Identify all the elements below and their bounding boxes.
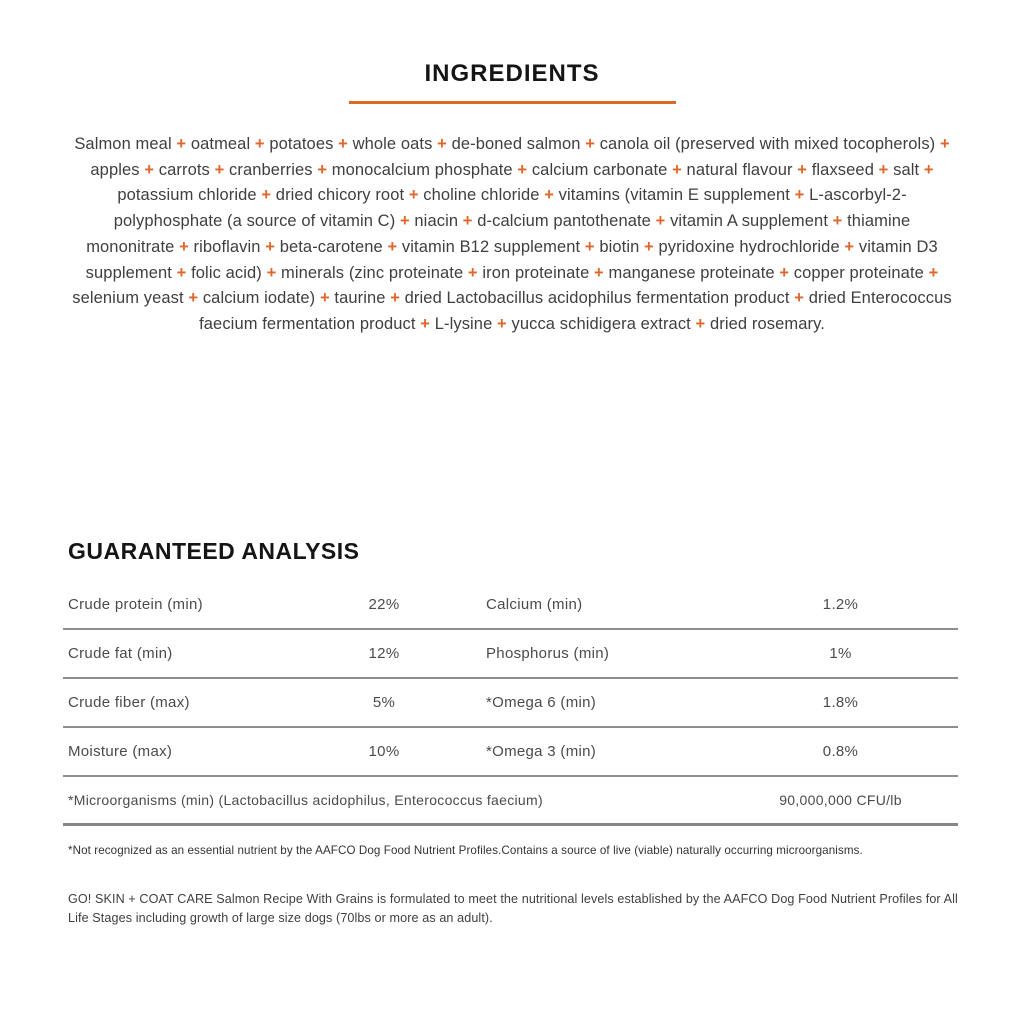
ingredient-item: calcium carbonate [531, 160, 668, 179]
nutrient-label: Crude protein (min) [68, 595, 203, 613]
plus-separator: + [458, 212, 478, 231]
plus-separator: + [580, 135, 600, 153]
plus-separator: + [492, 314, 512, 333]
nutrient-label: Calcium (min) [486, 595, 583, 613]
nutrient-value: 0.8% [822, 742, 859, 760]
ingredient-item: dried Enterococcus faecium fermentation product [199, 289, 952, 333]
ingredient-item: vitamin D3 supplement [85, 237, 938, 282]
ingredient-item: monocalcium phosphate [331, 160, 513, 179]
plus-separator: + [404, 186, 424, 205]
plus-separator: + [171, 263, 192, 282]
nutrient-label: *Omega 6 (min) [486, 693, 597, 711]
ingredient-item: biotin [599, 237, 640, 256]
plus-separator: + [183, 289, 203, 308]
plus-separator: + [395, 212, 415, 231]
plus-separator: + [650, 212, 671, 231]
table-row [63, 728, 958, 777]
plus-separator: + [774, 263, 794, 282]
ingredient-item: calcium iodate) [202, 289, 316, 308]
ingredient-item: oatmeal [190, 135, 251, 153]
nutrient-value: 90,000,000 CFU/lb [779, 791, 902, 808]
ingredient-item: thiamine mononitrate [86, 212, 911, 256]
plus-separator: + [935, 135, 950, 153]
ingredients-heading: INGREDIENTS [424, 60, 600, 87]
ingredient-item: salt [893, 160, 920, 179]
plus-separator: + [382, 237, 402, 256]
plus-separator: + [789, 186, 810, 205]
ingredient-item: apples [90, 160, 140, 179]
plus-separator: + [828, 212, 848, 231]
ingredient-item: dried Lactobacillus acidophilus fermentation product [404, 289, 790, 308]
plus-separator: + [667, 160, 687, 179]
aafco-statement: GO! SKIN + COAT CARE Salmon Recipe With Grains is formulated to meet the nutritional levels established by the AAFCO Dog Food Nutrient Profiles for All Life Stages including growth of large size dogs (70lbs or more as an adult). [68, 891, 958, 925]
plus-separator: + [315, 289, 335, 308]
ingredient-item: selenium yeast [72, 289, 184, 308]
ingredient-item: yucca schidigera extract [511, 314, 691, 333]
ingredient-item: vitamin B12 supplement [401, 237, 581, 256]
ingredient-item: flaxseed [811, 160, 874, 179]
plus-separator: + [415, 314, 435, 333]
plus-separator: + [580, 237, 600, 256]
ingredient-item: vitamins (vitamin E supplement [558, 186, 790, 205]
plus-separator: + [512, 160, 532, 179]
ingredient-item: L-lysine [434, 314, 493, 333]
ingredient-item: carrots [158, 160, 210, 179]
ingredient-item: choline chloride [423, 186, 540, 205]
table-row [63, 679, 958, 728]
nutrient-value: 1% [829, 644, 852, 662]
ingredient-item: dried rosemary. [709, 314, 825, 333]
ingredient-item: canola oil (preserved with mixed tocopherols) [599, 135, 936, 153]
ingredient-item: L-ascorbyl-2-polyphosphate (a source of vitamin C) [113, 186, 907, 231]
table-row-microorganisms [63, 777, 958, 826]
guaranteed-analysis-table [63, 581, 958, 826]
nutrient-label: Crude fat (min) [68, 644, 173, 662]
plus-separator: + [589, 263, 609, 282]
plus-separator: + [539, 186, 559, 205]
plus-separator: + [385, 289, 405, 308]
table-row [63, 630, 958, 679]
ingredient-item: potatoes [269, 135, 334, 153]
plus-separator: + [839, 237, 859, 256]
plus-separator: + [690, 314, 710, 333]
plus-separator: + [792, 160, 812, 179]
plus-separator: + [261, 263, 281, 282]
ingredient-item: d-calcium pantothenate [477, 212, 651, 231]
plus-separator: + [139, 160, 159, 179]
plus-separator: + [312, 160, 332, 179]
nutrient-value: 1.2% [822, 595, 859, 613]
ingredient-item: iron proteinate [482, 263, 590, 282]
ingredient-item: manganese proteinate [608, 263, 775, 282]
nutrient-label: Phosphorus (min) [486, 644, 610, 662]
accent-divider [349, 101, 676, 104]
ingredient-item: taurine [334, 289, 386, 308]
plus-separator: + [432, 135, 452, 153]
ingredients-section [0, 0, 1024, 338]
ingredient-item: minerals (zinc proteinate [281, 263, 464, 282]
guaranteed-analysis-section [63, 538, 958, 928]
plus-separator: + [260, 237, 280, 256]
ingredient-item: cranberries [229, 160, 313, 179]
nutrient-value: 12% [368, 644, 400, 662]
aafco-asterisk-footnote: *Not recognized as an essential nutrient by the AAFCO Dog Food Nutrient Profiles.Contains a source of live (viable) naturally occurring microorganisms. [68, 843, 863, 857]
plus-separator: + [250, 135, 270, 153]
ingredient-item: pyridoxine hydrochloride [658, 237, 840, 256]
ingredient-item: folic acid) [191, 263, 262, 282]
ingredient-item: natural flavour [686, 160, 793, 179]
nutrient-label: Crude fiber (max) [68, 693, 190, 711]
ingredient-item: dried chicory root [275, 186, 405, 205]
plus-separator: + [171, 135, 191, 153]
ingredient-item: beta-carotene [279, 237, 383, 256]
plus-separator: + [174, 237, 194, 256]
table-row [63, 581, 958, 630]
plus-separator: + [919, 160, 934, 179]
plus-separator: + [209, 160, 229, 179]
nutrient-value: 10% [368, 742, 400, 760]
ingredients-text [70, 132, 954, 338]
ingredient-item: copper proteinate [793, 263, 924, 282]
nutrient-label: *Microorganisms (min) (Lactobacillus acidophilus, Enterococcus faecium) [68, 791, 543, 808]
nutrient-label: Moisture (max) [68, 742, 173, 760]
ingredient-item: Salmon meal [74, 135, 172, 153]
plus-separator: + [463, 263, 483, 282]
plus-separator: + [333, 135, 353, 153]
nutrient-value: 1.8% [822, 693, 859, 711]
ingredient-item: de-boned salmon [451, 135, 581, 153]
plus-separator: + [256, 186, 276, 205]
plus-separator: + [639, 237, 659, 256]
ingredient-item: riboflavin [193, 237, 261, 256]
plus-separator: + [873, 160, 894, 179]
ingredient-item: whole oats [352, 135, 433, 153]
plus-separator: + [789, 289, 809, 308]
ingredient-item: potassium chloride [117, 186, 257, 205]
nutrient-value: 22% [368, 595, 400, 613]
plus-separator: + [923, 263, 939, 282]
nutrient-value: 5% [372, 693, 396, 711]
ingredient-item: niacin [414, 212, 459, 231]
guaranteed-analysis-heading: GUARANTEED ANALYSIS [68, 537, 360, 564]
nutrient-label: *Omega 3 (min) [486, 742, 597, 760]
ingredient-item: vitamin A supplement [670, 212, 828, 231]
